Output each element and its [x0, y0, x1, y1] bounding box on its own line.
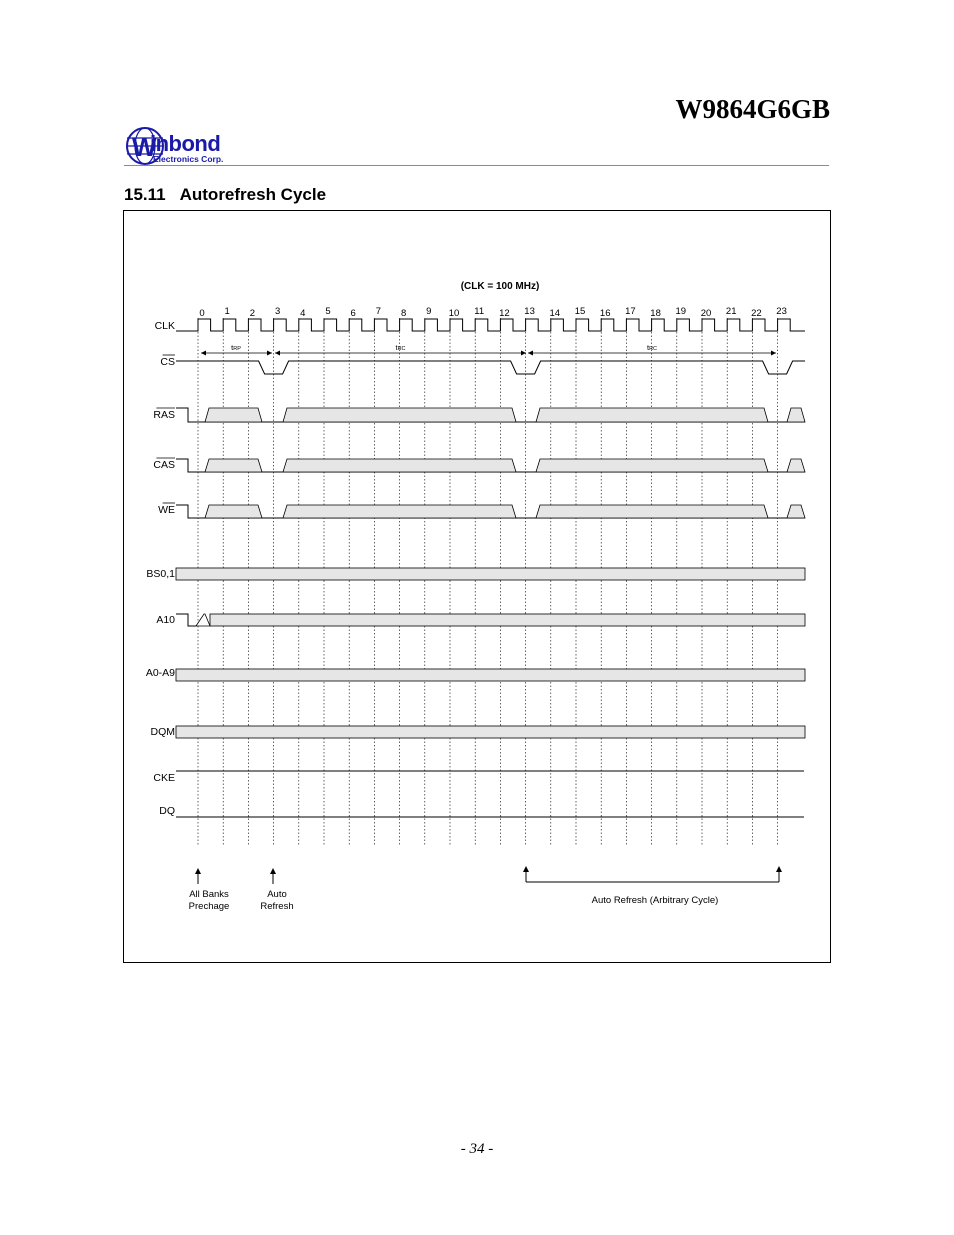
cycle-label: 18	[650, 308, 661, 319]
section-title: Autorefresh Cycle	[179, 185, 327, 204]
signal-label: DQ	[159, 805, 175, 817]
signal-label: CS	[160, 356, 175, 368]
cycle-label: 0	[199, 308, 205, 319]
we-valid	[205, 505, 262, 518]
signal-label: A0-A9	[145, 667, 175, 679]
cycle-label: 6	[350, 308, 356, 319]
cas-lead	[176, 459, 196, 472]
we-valid	[283, 505, 516, 518]
arrowhead	[275, 351, 280, 356]
cycle-label: 14	[549, 308, 561, 319]
cycle-label: 19	[675, 306, 687, 317]
timing-label: tRP	[231, 343, 241, 352]
cycle-label: 12	[499, 308, 510, 319]
cycle-label: 5	[325, 306, 331, 317]
arrowhead	[771, 351, 776, 356]
cycle-label: 15	[574, 306, 586, 317]
arrowhead	[528, 351, 533, 356]
cycle-label: 13	[524, 306, 535, 317]
cas-valid	[205, 459, 262, 472]
cas-valid	[283, 459, 516, 472]
cycle-labels	[199, 306, 787, 319]
arbitrary-left-arrow-head	[523, 866, 529, 872]
waveforms	[176, 319, 805, 817]
signal-labels	[146, 320, 175, 817]
a10-bus	[210, 614, 805, 626]
signal-label: CAS	[153, 459, 175, 471]
cycle-label: 20	[700, 308, 712, 319]
section-number: 15.11	[124, 185, 166, 204]
signal-label: DQM	[150, 726, 175, 738]
annotation-auto-refresh: Auto	[267, 889, 287, 900]
page-number: - 34 -	[460, 1141, 494, 1157]
cycle-label: 7	[375, 306, 382, 317]
timing-arrows	[201, 343, 776, 356]
cas-valid	[787, 459, 805, 472]
ras-valid	[283, 408, 516, 422]
cycle-label: 21	[725, 306, 737, 317]
annotation-precharge: All Banks	[189, 889, 229, 900]
addr-bus	[176, 669, 805, 681]
arrowhead	[267, 351, 272, 356]
svg-text:W: W	[132, 132, 157, 162]
bs-bus	[176, 568, 805, 580]
cycle-label: 16	[599, 308, 611, 319]
signal-label: A10	[156, 614, 175, 626]
auto-refresh-arrow-head	[270, 868, 276, 874]
timing-subscript: RC	[649, 346, 658, 352]
logo-wordmark: inbond	[150, 131, 221, 156]
cycle-label: 2	[249, 308, 256, 319]
cycle-label: 22	[751, 308, 762, 319]
arrowhead	[201, 351, 206, 356]
we-lead	[176, 505, 196, 518]
timing-label: tRC	[395, 343, 406, 352]
annotation-precharge: Prechage	[188, 901, 230, 912]
signal-label: BS0,1	[146, 568, 175, 580]
ras-valid	[787, 408, 805, 422]
ras-lead	[176, 408, 196, 422]
signal-label: CLK	[154, 320, 175, 332]
signal-label: RAS	[153, 409, 175, 421]
arbitrary-right-arrow-head	[776, 866, 782, 872]
arrowhead	[521, 351, 526, 356]
cycle-label: 23	[776, 306, 787, 317]
timing-label: tRC	[646, 343, 658, 352]
ras-valid	[536, 408, 768, 422]
cycle-label: 10	[448, 308, 460, 319]
annotation-arbitrary: Auto Refresh (Arbitrary Cycle)	[591, 895, 719, 906]
we-valid	[787, 505, 805, 518]
cycle-label: 1	[224, 306, 230, 317]
annotations	[189, 866, 782, 912]
part-number: W9864G6GB	[675, 94, 830, 124]
cycle-gridlines	[198, 318, 778, 846]
precharge-arrow-head	[195, 868, 201, 874]
timing-subscript: RP	[233, 346, 241, 352]
clk-waveform	[176, 319, 805, 331]
cycle-label: 11	[474, 306, 485, 317]
cycle-label: 9	[426, 306, 432, 317]
signal-label: CKE	[153, 772, 175, 784]
cas-valid	[536, 459, 768, 472]
cycle-label: 3	[274, 306, 281, 317]
signal-label: WE	[158, 504, 175, 516]
logo-subtitle: Electronics Corp.	[153, 154, 224, 164]
cycle-label: 4	[300, 308, 306, 319]
ras-valid	[205, 408, 262, 422]
cycle-label: 8	[400, 308, 407, 319]
a10-lead	[176, 614, 196, 626]
clock-note: (CLK = 100 MHz)	[460, 281, 540, 292]
dqm-bus	[176, 726, 805, 738]
annotation-auto-refresh: Refresh	[260, 901, 294, 912]
cs-waveform	[176, 361, 805, 374]
cycle-label: 17	[625, 306, 636, 317]
we-valid	[536, 505, 768, 518]
timing-subscript: RC	[397, 346, 406, 352]
